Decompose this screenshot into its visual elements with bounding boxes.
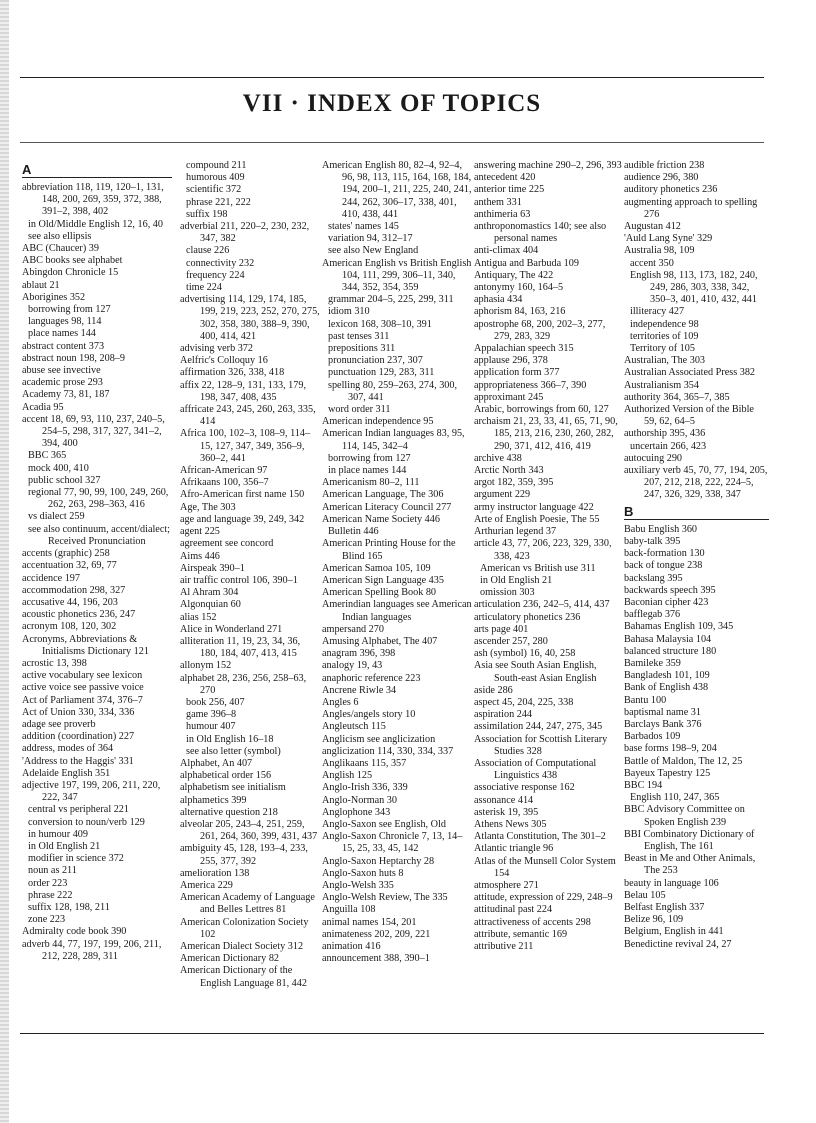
index-entry: accentuation 32, 69, 77 — [22, 560, 117, 572]
index-entry: BBI Combinatory Dictionary of English, The 161 — [624, 828, 755, 852]
index-subentry: word order 311 — [328, 404, 391, 416]
scan-edge — [0, 0, 9, 1123]
index-entry: audience 296, 380 — [624, 172, 699, 184]
index-entry: American independence 95 — [322, 416, 434, 428]
index-entry: American Academy of Language and Belles Lettres 81 — [180, 892, 315, 916]
index-entry: Benedictine revival 24, 27 — [624, 938, 732, 950]
index-column-4 — [474, 160, 622, 953]
index-entry: abuse see invective — [22, 365, 101, 377]
index-entry: advertising 114, 129, 174, 185, 199, 219, 223, 252, 270, 275, 302, 358, 380, 388–9, 390, 400, 414, 421 — [180, 294, 320, 342]
index-subentry: public school 327 — [28, 474, 101, 486]
index-entry: affricate 243, 245, 260, 263, 335, 414 — [180, 404, 316, 428]
index-entry: auxiliary verb 45, 70, 77, 194, 205, 207, 212, 218, 222, 224–5, 247, 326, 329, 338, 347 — [624, 465, 768, 501]
index-subentry: clause 226 — [186, 245, 230, 257]
index-column-3 — [322, 160, 472, 965]
index-entry: Anglophone 343 — [322, 806, 391, 818]
index-entry: accommodation 298, 327 — [22, 584, 126, 596]
index-entry: Angleutsch 115 — [322, 721, 386, 733]
index-subentry: phrase 221, 222 — [186, 196, 251, 208]
index-entry: Arthurian legend 37 — [474, 526, 557, 538]
index-entry: amelioration 138 — [180, 867, 250, 879]
index-entry: Anglo-Irish 336, 339 — [322, 782, 408, 794]
index-subentry: variation 94, 312–17 — [328, 233, 413, 245]
index-entry: agreement see concord — [180, 538, 274, 550]
index-entry: authorship 395, 436 — [624, 428, 706, 440]
index-subentry: vs dialect 259 — [28, 511, 85, 523]
index-entry: Appalachian speech 315 — [474, 343, 574, 355]
index-entry: application form 377 — [474, 367, 560, 379]
index-entry: articulation 236, 242–5, 414, 437 — [474, 599, 610, 611]
index-entry: alveolar 205, 243–4, 251, 259, 261, 264, 360, 399, 431, 437 — [180, 818, 318, 843]
index-entry: Abingdon Chronicle 15 — [22, 267, 119, 279]
index-entry: Afrikaans 100, 356–7 — [180, 477, 269, 489]
index-entry: anglicization 114, 330, 334, 337 — [322, 745, 454, 757]
index-entry: Baconian cipher 423 — [624, 596, 709, 608]
index-subentry: scientific 372 — [186, 184, 242, 196]
index-entry: abstract content 373 — [22, 340, 105, 352]
index-subentry: place names 144 — [28, 328, 96, 340]
index-entry: alphabetism see initialism — [180, 782, 286, 794]
index-entry: advising verb 372 — [180, 343, 253, 355]
index-entry: assonance 414 — [474, 794, 534, 806]
index-entry: American Sign Language 435 — [322, 574, 444, 586]
index-subentry: idiom 310 — [328, 306, 370, 318]
index-entry: ABC books see alphabet — [22, 255, 123, 267]
index-subentry: omission 303 — [480, 587, 535, 599]
index-entry: Association of Computational Linguistics 438 — [474, 757, 597, 782]
index-entry: autocuing 290 — [624, 452, 683, 464]
index-entry: argument 229 — [474, 489, 531, 501]
index-entry: Belau 105 — [624, 889, 666, 901]
index-entry: Beast in Me and Other Animals, The 253 — [624, 853, 756, 877]
index-entry: backslang 395 — [624, 572, 683, 584]
index-entry: alternative question 218 — [180, 806, 278, 818]
index-entry: accusative 44, 196, 203 — [22, 596, 118, 608]
index-entry: Algonquian 60 — [180, 599, 241, 611]
index-entry: American Spelling Book 80 — [322, 587, 437, 599]
index-column-5 — [624, 160, 769, 951]
index-entry: augmenting approach to spelling 276 — [624, 196, 758, 220]
index-entry: Anglo-Saxon Heptarchy 28 — [322, 855, 435, 867]
index-entry: Adelaide English 351 — [22, 767, 111, 779]
index-entry: American Dialect Society 312 — [180, 941, 304, 952]
index-entry: Bangladesh 101, 109 — [624, 670, 710, 682]
index-entry: Belgium, English in 441 — [624, 926, 724, 938]
index-entry: Bank of English 438 — [624, 682, 709, 694]
index-entry: army instructor language 422 — [474, 501, 594, 513]
index-entry: Barclays Bank 376 — [624, 718, 702, 730]
index-entry: acronym 108, 120, 302 — [22, 621, 117, 633]
index-entry: adverb 44, 77, 197, 199, 206, 211, 212, 228, 289, 311 — [22, 938, 162, 962]
index-subentry: past tenses 311 — [328, 330, 390, 342]
index-subentry: noun as 211 — [28, 865, 77, 877]
index-subentry: humorous 409 — [186, 172, 245, 184]
index-subentry: suffix 128, 198, 211 — [28, 901, 110, 913]
index-subentry: modifier in science 372 — [28, 853, 124, 865]
index-subentry: prepositions 311 — [328, 343, 396, 355]
index-subentry: phrase 222 — [28, 889, 73, 901]
index-entry: Al Ahram 304 — [180, 587, 239, 599]
index-entry: anagram 396, 398 — [322, 648, 396, 660]
index-subentry: English 110, 247, 365 — [630, 792, 720, 804]
index-entry: attributive 211 — [474, 941, 534, 952]
index-subentry: grammar 204–5, 225, 299, 311 — [328, 294, 454, 306]
index-entry: American Colonization Society 102 — [180, 916, 309, 940]
index-entry: address, modes of 364 — [22, 743, 114, 755]
index-subentry: compound 211 — [186, 160, 247, 171]
index-entry: aside 286 — [474, 684, 513, 696]
index-subentry: illiteracy 427 — [630, 306, 685, 318]
index-subentry: in Old English 21 — [480, 574, 553, 586]
index-subentry: frequency 224 — [186, 269, 245, 281]
index-entry: backwards speech 395 — [624, 584, 716, 596]
index-entry: ampersand 270 — [322, 623, 384, 635]
index-entry: adage see proverb — [22, 718, 96, 730]
index-entry: Airspeak 390–1 — [180, 562, 245, 574]
index-subentry: time 224 — [186, 282, 222, 294]
index-entry: Act of Union 330, 334, 336 — [22, 706, 135, 718]
index-entry: antonymy 160, 164–5 — [474, 282, 564, 294]
index-entry: active voice see passive voice — [22, 682, 144, 694]
index-entry: American Literacy Council 277 — [322, 501, 452, 513]
index-entry: Authorized Version of the Bible 59, 62, 64–5 — [624, 404, 754, 428]
index-entry: Aims 446 — [180, 550, 220, 562]
index-entry: beauty in language 106 — [624, 877, 719, 889]
index-subentry: borrowing from 127 — [328, 452, 411, 464]
index-entry: active vocabulary see lexicon — [22, 670, 143, 682]
index-entry: America 229 — [180, 879, 233, 891]
index-subentry: English 98, 113, 173, 182, 240, 249, 286, 303, 338, 342, 350–3, 401, 410, 432, 441 — [630, 269, 758, 306]
index-entry: alphabet 28, 236, 256, 258–63, 270 — [180, 672, 307, 696]
section-letter: A — [22, 162, 172, 178]
index-entry: BBC 194 — [624, 779, 663, 791]
index-subentry: borrowing from 127 — [28, 304, 111, 316]
index-entry: aspect 45, 204, 225, 338 — [474, 696, 574, 708]
index-subentry: uncertain 266, 423 — [630, 440, 707, 452]
index-entry: American Dictionary 82 — [180, 953, 280, 965]
index-entry: assimilation 244, 247, 275, 345 — [474, 721, 603, 733]
index-subentry: BBC 365 — [28, 450, 67, 462]
index-entry: Bayeux Tapestry 125 — [624, 767, 711, 779]
index-entry: American Dictionary of the English Language 81, 442 — [180, 965, 307, 989]
title-rule — [20, 142, 764, 143]
index-subentry: in humour 409 — [28, 828, 88, 840]
index-entry: anterior time 225 — [474, 184, 545, 196]
index-entry: analogy 19, 43 — [322, 660, 383, 672]
index-entry: Anglicism see anglicization — [322, 733, 436, 745]
index-subentry: game 396–8 — [186, 709, 237, 721]
index-entry: Atlantic triangle 96 — [474, 843, 554, 855]
index-entry: animateness 202, 209, 221 — [322, 928, 431, 940]
index-entry: American Language, The 306 — [322, 489, 444, 501]
index-entry: atmosphere 271 — [474, 879, 539, 891]
index-entry: abstract noun 198, 208–9 — [22, 352, 125, 364]
index-subentry: pronunciation 237, 307 — [328, 355, 423, 367]
index-entry: associative response 162 — [474, 782, 575, 794]
index-subentry: in Old English 21 — [28, 840, 101, 852]
index-entry: Afro-American first name 150 — [180, 489, 305, 501]
index-entry: acoustic phonetics 236, 247 — [22, 609, 136, 621]
index-entry: American English vs British English 104, 111, 299, 306–11, 340, 344, 352, 354, 359 — [322, 257, 472, 294]
index-entry: Africa 100, 102–3, 108–9, 114–15, 127, 347, 349, 356–9, 360–2, 441 — [180, 428, 311, 464]
index-entry: articulatory phonetics 236 — [474, 611, 581, 623]
index-entry: appropriateness 366–7, 390 — [474, 379, 587, 391]
index-entry: Acronyms, Abbreviations & Initialisms Dictionary 121 — [22, 633, 149, 657]
index-entry: Amerindian languages see American Indian languages — [322, 599, 472, 623]
index-entry: Angles 6 — [322, 696, 359, 708]
index-entry: Anglo-Saxon huts 8 — [322, 867, 404, 879]
index-entry: Australianism 354 — [624, 379, 699, 391]
index-entry: aphasia 434 — [474, 294, 523, 306]
index-entry: Association for Scottish Literary Studies 328 — [474, 733, 608, 757]
bottom-rule — [20, 1033, 764, 1034]
index-entry: archaism 21, 23, 33, 41, 65, 71, 90, 185, 213, 216, 230, 260, 282, 290, 371, 412, 416, 419 — [474, 416, 618, 452]
index-entry: argot 182, 359, 395 — [474, 477, 554, 489]
index-entry: balanced structure 180 — [624, 645, 717, 657]
index-entry: ABC (Chaucer) 39 — [22, 243, 99, 255]
index-entry: Australia 98, 109 — [624, 245, 695, 257]
index-entry: American English 80, 82–4, 92–4, 96, 98, 113, 115, 164, 168, 184, 194, 200–1, 211, 225, 240, 241, 244, 262, 306–17, 338, 401, 410, 438, 441 — [322, 160, 472, 220]
index-entry: BBC Advisory Committee on Spoken English 239 — [624, 804, 745, 828]
index-entry: announcement 388, 390–1 — [322, 953, 430, 965]
index-entry: African-American 97 — [180, 465, 268, 477]
index-entry: attribute, semantic 169 — [474, 928, 568, 940]
index-entry: ablaut 21 — [22, 279, 60, 291]
index-entry: Arctic North 343 — [474, 465, 544, 477]
index-subentry: lexicon 168, 308–10, 391 — [328, 318, 432, 330]
index-entry: Act of Parliament 374, 376–7 — [22, 694, 143, 706]
index-entry: Ancrene Riwle 34 — [322, 684, 397, 696]
index-entry: Belize 96, 109 — [624, 914, 684, 926]
index-entry: adverbial 211, 220–2, 230, 232, 347, 382 — [180, 221, 310, 245]
index-subentry: book 256, 407 — [186, 696, 245, 708]
index-entry: Anglo-Welsh Review, The 335 — [322, 892, 448, 904]
index-entry: Anglo-Norman 30 — [322, 794, 397, 806]
index-entry: bafflegab 376 — [624, 609, 681, 621]
index-subentry: see also ellipsis — [28, 230, 92, 242]
index-entry: Acadia 95 — [22, 401, 64, 413]
index-entry: Antiquary, The 422 — [474, 269, 554, 281]
index-entry: alphametics 399 — [180, 794, 247, 806]
index-entry: affix 22, 128–9, 131, 133, 179, 198, 347, 408, 435 — [180, 379, 307, 403]
index-entry: American Printing House for the Blind 165 — [322, 538, 456, 562]
index-entry: Atlanta Constitution, The 301–2 — [474, 831, 606, 843]
index-entry: Atlas of the Munsell Color System 154 — [474, 855, 616, 879]
index-entry: answering machine 290–2, 296, 393 — [474, 160, 622, 171]
index-entry: base forms 198–9, 204 — [624, 743, 717, 755]
index-entry: anaphoric reference 223 — [322, 672, 421, 684]
index-entry: ash (symbol) 16, 40, 258 — [474, 648, 576, 660]
index-entry: Alice in Wonderland 271 — [180, 623, 283, 635]
index-subentry: Territory of 105 — [630, 343, 695, 355]
index-entry: animal names 154, 201 — [322, 916, 417, 928]
index-subentry: in Old/Middle English 12, 16, 40 — [28, 218, 163, 230]
index-entry: arts page 401 — [474, 623, 529, 635]
index-entry: back of tongue 238 — [624, 560, 703, 572]
index-entry: American Samoa 105, 109 — [322, 562, 431, 574]
index-entry: alliteration 11, 19, 23, 34, 36, 180, 184, 407, 413, 415 — [180, 635, 301, 660]
index-entry: affirmation 326, 338, 418 — [180, 367, 285, 379]
index-subentry: territories of 109 — [630, 330, 699, 342]
index-entry: Aborigines 352 — [22, 291, 86, 303]
index-entry: Anglo-Saxon see English, Old — [322, 818, 446, 830]
index-entry: aphorism 84, 163, 216 — [474, 306, 566, 318]
index-subentry: in Old English 16–18 — [186, 733, 274, 745]
index-entry: animation 416 — [322, 941, 381, 952]
index-subentry: states' names 145 — [328, 221, 399, 233]
index-entry: Alphabet, An 407 — [180, 757, 253, 769]
index-subentry: humour 407 — [186, 721, 236, 733]
index-subentry: in place names 144 — [328, 465, 407, 477]
index-entry: approximant 245 — [474, 391, 544, 403]
index-entry: applause 296, 378 — [474, 355, 548, 367]
index-subentry: see also letter (symbol) — [186, 745, 281, 757]
index-subentry: independence 98 — [630, 318, 699, 330]
index-entry: baptismal name 31 — [624, 706, 701, 718]
index-entry: Augustan 412 — [624, 221, 681, 233]
index-entry: anthimeria 63 — [474, 208, 531, 220]
index-entry: Anglish 125 — [322, 770, 373, 782]
index-entry: Age, The 303 — [180, 501, 236, 513]
index-entry: Bahamas English 109, 345 — [624, 621, 734, 633]
index-entry: anti-climax 404 — [474, 245, 539, 257]
index-entry: Battle of Maldon, The 12, 25 — [624, 755, 743, 767]
index-entry: Arte of English Poesie, The 55 — [474, 513, 600, 525]
index-entry: antecedent 420 — [474, 172, 536, 184]
top-rule — [20, 77, 764, 78]
index-entry: Arabic, borrowings from 60, 127 — [474, 404, 609, 416]
index-subentry: punctuation 129, 283, 311 — [328, 367, 435, 379]
index-entry: Bantu 100 — [624, 694, 667, 706]
index-entry: Aelfric's Colloquy 16 — [180, 355, 268, 367]
index-entry: Bahasa Malaysia 104 — [624, 633, 712, 645]
index-entry: asterisk 19, 395 — [474, 806, 539, 818]
index-entry: agent 225 — [180, 526, 220, 538]
index-entry: Australian Associated Press 382 — [624, 367, 756, 379]
index-entry: attitudinal past 224 — [474, 904, 553, 916]
index-entry: aspiration 244 — [474, 709, 533, 721]
index-entry: Athens News 305 — [474, 818, 547, 830]
index-entry: acrostic 13, 398 — [22, 657, 87, 669]
index-subentry: languages 98, 114 — [28, 316, 102, 328]
index-entry: Antigua and Barbuda 109 — [474, 257, 579, 269]
index-subentry: order 223 — [28, 877, 68, 889]
index-entry: adjective 197, 199, 206, 211, 220, 222, 347 — [22, 779, 161, 804]
index-entry: archive 438 — [474, 452, 522, 464]
index-entry: authority 364, 365–7, 385 — [624, 391, 730, 403]
index-entry: addition (coordination) 227 — [22, 731, 135, 743]
index-entry: allonym 152 — [180, 660, 232, 672]
index-subentry: accent 350 — [630, 257, 674, 269]
index-column-2 — [180, 160, 320, 990]
index-subentry: see also continuum, accent/dialect; Received Pronunciation — [28, 523, 171, 547]
index-entry: Anglo-Welsh 335 — [322, 879, 394, 891]
index-entry: accents (graphic) 258 — [22, 548, 110, 560]
index-entry: baby-talk 395 — [624, 535, 681, 547]
index-entry: Babu English 360 — [624, 523, 698, 535]
index-entry: 'Auld Lang Syne' 329 — [624, 233, 713, 245]
index-entry: Asia see South Asian English, South-east Asian English — [474, 660, 597, 684]
index-subentry: mock 400, 410 — [28, 462, 89, 474]
index-entry: ambiguity 45, 128, 193–4, 233, 255, 377, 392 — [180, 843, 308, 867]
index-entry: American Name Society 446 — [322, 513, 440, 525]
index-entry: alphabetical order 156 — [180, 770, 272, 782]
index-entry: Bamileke 359 — [624, 657, 681, 669]
index-subentry: suffix 198 — [186, 208, 228, 220]
index-entry: apostrophe 68, 200, 202–3, 277, 279, 283, 329 — [474, 318, 606, 342]
index-subentry: zone 223 — [28, 914, 66, 926]
index-subentry: spelling 80, 259–263, 274, 300, 307, 441 — [328, 379, 458, 403]
index-entry: attractiveness of accents 298 — [474, 916, 591, 928]
index-column-1 — [22, 160, 172, 963]
index-entry: audible friction 238 — [624, 160, 705, 171]
index-subentry: conversion to noun/verb 129 — [28, 816, 145, 828]
index-entry: accidence 197 — [22, 572, 80, 584]
index-entry: Anglo-Saxon Chronicle 7, 13, 14–15, 25, 33, 45, 142 — [322, 831, 463, 855]
index-subentry: regional 77, 90, 99, 100, 249, 260, 262, 263, 298–363, 416 — [28, 487, 169, 511]
index-entry: anthem 331 — [474, 196, 522, 208]
index-entry: anthroponomastics 140; see also personal names — [474, 221, 607, 245]
index-subentry: Bulletin 446 — [328, 526, 379, 538]
index-entry: Anguilla 108 — [322, 904, 376, 916]
index-entry: Amusing Alphabet, The 407 — [322, 635, 438, 647]
index-entry: Australian, The 303 — [624, 355, 706, 367]
index-entry: Barbados 109 — [624, 731, 681, 743]
index-entry: Belfast English 337 — [624, 901, 705, 913]
index-entry: air traffic control 106, 390–1 — [180, 574, 298, 586]
index-entry: academic prose 293 — [22, 377, 103, 389]
index-entry: Academy 73, 81, 187 — [22, 389, 110, 401]
index-subentry: connectivity 232 — [186, 257, 255, 269]
index-entry: Angles/angels story 10 — [322, 709, 416, 721]
index-entry: Admiralty code book 390 — [22, 926, 127, 938]
index-entry: Anglikaans 115, 357 — [322, 757, 407, 769]
index-entry: 'Address to the Haggis' 331 — [22, 755, 134, 767]
page-title: VII · INDEX OF TOPICS — [242, 90, 542, 117]
index-entry: Americanism 80–2, 111 — [322, 477, 420, 489]
index-entry: American Indian languages 83, 95, 114, 145, 342–4 — [322, 428, 465, 452]
index-entry: age and language 39, 249, 342 — [180, 513, 305, 525]
index-subentry: central vs peripheral 221 — [28, 804, 129, 816]
index-entry: back-formation 130 — [624, 548, 705, 560]
index-entry: alias 152 — [180, 611, 217, 623]
index-entry: attitude, expression of 229, 248–9 — [474, 892, 613, 904]
index-entry: accent 18, 69, 93, 110, 237, 240–5, 254–5, 298, 317, 327, 341–2, 394, 400 — [22, 413, 165, 450]
index-entry: auditory phonetics 236 — [624, 184, 718, 196]
section-letter: B — [624, 504, 769, 520]
index-subentry: American vs British use 311 — [480, 562, 596, 574]
index-subentry: see also New England — [328, 245, 419, 257]
index-entry: ascender 257, 280 — [474, 635, 548, 647]
index-entry: article 43, 77, 206, 223, 329, 330, 338, 423 — [474, 538, 612, 562]
index-entry: abbreviation 118, 119, 120–1, 131, 148, 200, 269, 359, 372, 388, 391–2, 398, 402 — [22, 182, 164, 218]
